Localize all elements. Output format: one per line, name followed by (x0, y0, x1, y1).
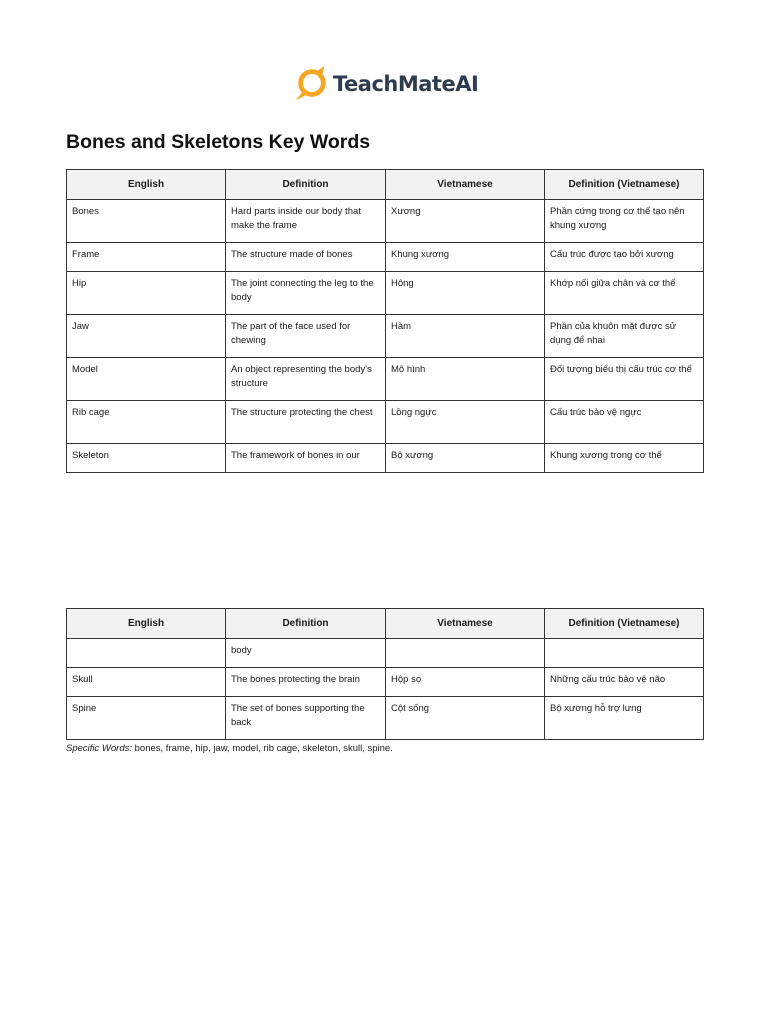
cell-vietnamese: Lồng ngực (386, 401, 545, 444)
cell-english: Jaw (67, 315, 226, 358)
table-row (67, 697, 704, 740)
table-row (67, 243, 704, 272)
cell-english: Skull (67, 668, 226, 697)
table-header-row (67, 609, 704, 639)
specific-words-note (66, 742, 393, 755)
cell-definition: The joint connecting the leg to the body (226, 272, 386, 315)
specific-words-list: bones, frame, hip, jaw, model, rib cage, skeleton, skull, spine. (132, 743, 393, 754)
cell-definition-vietnamese (545, 639, 704, 668)
table-row (67, 200, 704, 243)
brand-name: TeachMateAI (333, 72, 479, 96)
cell-definition-vietnamese: Đối tượng biểu thị cấu trúc cơ thể (545, 358, 704, 401)
cell-vietnamese: Khung xương (386, 243, 545, 272)
cell-vietnamese: Bộ xương (386, 444, 545, 473)
column-header-english: English (67, 609, 226, 639)
column-header-vietnamese: Vietnamese (386, 609, 545, 639)
table-header-row (67, 170, 704, 200)
cell-vietnamese (386, 639, 545, 668)
cell-definition: The set of bones supporting the back (226, 697, 386, 740)
cell-definition-vietnamese: Phần của khuôn mặt được sử dụng để nhai (545, 315, 704, 358)
cell-english: Rib cage (67, 401, 226, 444)
cell-english: Model (67, 358, 226, 401)
cell-vietnamese: Hàm (386, 315, 545, 358)
table-row (67, 444, 704, 473)
key-words-table-continued (66, 608, 704, 740)
column-header-definition: Definition (226, 170, 386, 200)
cell-definition: body (226, 639, 386, 668)
cell-definition: The framework of bones in our (226, 444, 386, 473)
cell-english (67, 639, 226, 668)
cell-definition: The bones protecting the brain (226, 668, 386, 697)
column-header-definition-vietnamese: Definition (Vietnamese) (545, 609, 704, 639)
cell-definition-vietnamese: Khớp nối giữa chân và cơ thể (545, 272, 704, 315)
table-row (67, 315, 704, 358)
cell-english: Bones (67, 200, 226, 243)
cell-definition: The structure protecting the chest (226, 401, 386, 444)
cell-english: Hip (67, 272, 226, 315)
specific-words-label: Specific Words: (66, 743, 132, 754)
cell-english: Skeleton (67, 444, 226, 473)
cell-definition: Hard parts inside our body that make the frame (226, 200, 386, 243)
cell-definition-vietnamese: Cấu trúc được tạo bởi xương (545, 243, 704, 272)
cell-vietnamese: Mô hình (386, 358, 545, 401)
cell-definition-vietnamese: Bộ xương hỗ trợ lưng (545, 697, 704, 740)
column-header-english: English (67, 170, 226, 200)
cell-definition: An object representing the body's structure (226, 358, 386, 401)
table-row (67, 272, 704, 315)
cell-definition-vietnamese: Những cấu trúc bảo vệ não (545, 668, 704, 697)
teachmate-logo (292, 64, 478, 104)
cell-definition: The structure made of bones (226, 243, 386, 272)
cell-english: Frame (67, 243, 226, 272)
teachmate-swirl-icon (292, 65, 330, 103)
cell-definition-vietnamese: Phần cứng trong cơ thể tạo nên khung xương (545, 200, 704, 243)
cell-vietnamese: Hông (386, 272, 545, 315)
column-header-definition: Definition (226, 609, 386, 639)
column-header-definition-vietnamese: Definition (Vietnamese) (545, 170, 704, 200)
cell-definition: The part of the face used for chewing (226, 315, 386, 358)
page-title: Bones and Skeletons Key Words (66, 131, 371, 153)
cell-vietnamese: Cột sống (386, 697, 545, 740)
cell-vietnamese: Hộp sọ (386, 668, 545, 697)
column-header-vietnamese: Vietnamese (386, 170, 545, 200)
table-row (67, 639, 704, 668)
cell-definition-vietnamese: Cấu trúc bảo vệ ngực (545, 401, 704, 444)
table-row (67, 358, 704, 401)
cell-definition-vietnamese: Khung xương trong cơ thể (545, 444, 704, 473)
cell-english: Spine (67, 697, 226, 740)
cell-vietnamese: Xương (386, 200, 545, 243)
table-row (67, 401, 704, 444)
key-words-table (66, 169, 704, 473)
table-row (67, 668, 704, 697)
